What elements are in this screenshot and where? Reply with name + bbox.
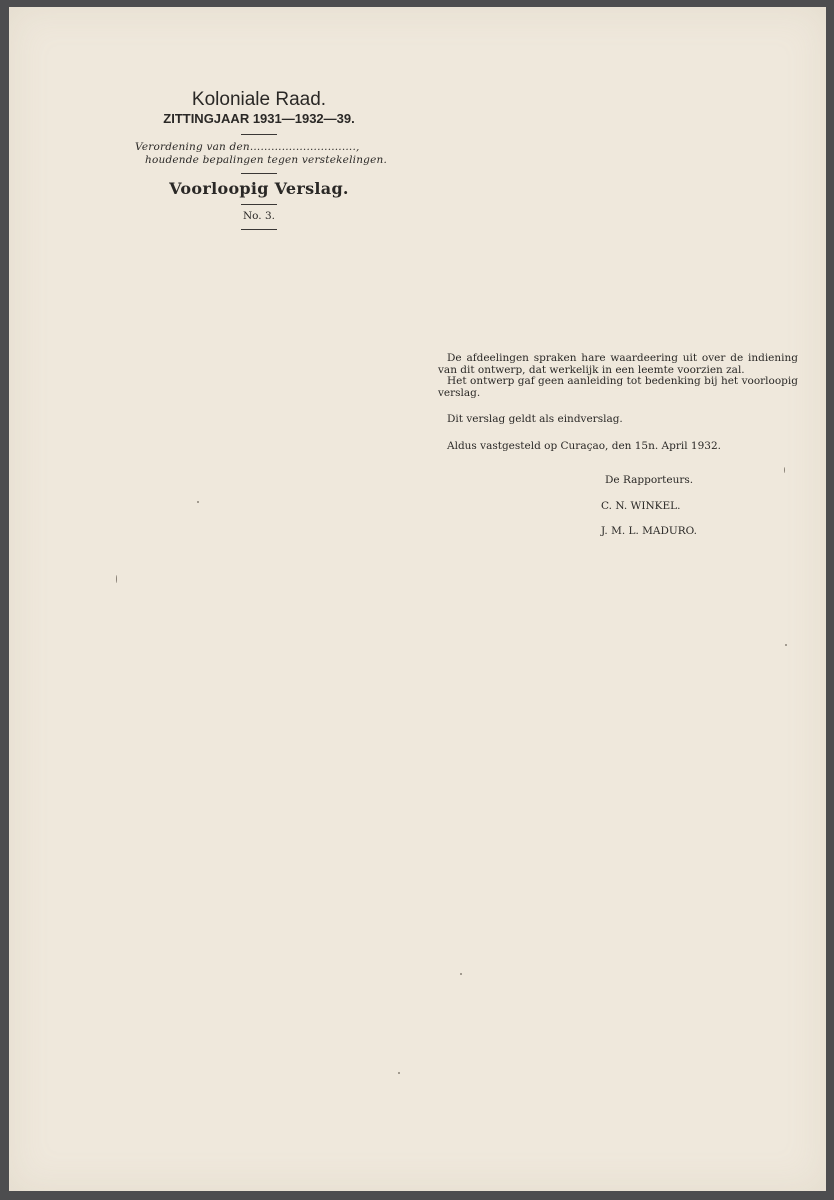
paragraph-4: Aldus vastgesteld op Curaçao, den 15n. April 1932. [447, 439, 721, 452]
signature-name-1: C. N. WINKEL. [601, 500, 681, 512]
paper-speck [785, 644, 787, 646]
paper-speck [398, 1072, 400, 1074]
document-header [119, 89, 399, 236]
document-page [9, 7, 826, 1191]
paper-speck [784, 467, 785, 473]
paper-speck [197, 501, 199, 503]
divider [241, 204, 277, 205]
report-body [438, 353, 798, 453]
paper-speck [460, 973, 462, 975]
paper-speck [116, 575, 117, 583]
report-title: Voorloopig Verslag. [169, 179, 349, 198]
ordinance-line-1: Verordening van den.............................., [135, 141, 360, 153]
paragraph-1: De afdeelingen spraken hare waardeering uit over de indiening van dit ontwerp, dat werkelijk in een leemte voorzien zal. [438, 352, 798, 376]
divider [241, 173, 277, 174]
signatures-heading: De Rapporteurs. [605, 474, 694, 486]
divider [241, 229, 277, 230]
divider [241, 134, 277, 135]
session-year: ZITTINGJAAR 1931—1932—39. [163, 111, 355, 126]
paragraph-2: Het ontwerp gaf geen aanleiding tot bedenking bij het voorloopig verslag. [438, 375, 798, 399]
paragraph-3: Dit verslag geldt als eindverslag. [447, 413, 623, 426]
council-title: Koloniale Raad. [191, 89, 327, 110]
document-number: No. 3. [242, 210, 276, 222]
ordinance-line-2: houdende bepalingen tegen verstekelingen. [145, 154, 387, 166]
signature-name-2: J. M. L. MADURO. [601, 525, 697, 537]
